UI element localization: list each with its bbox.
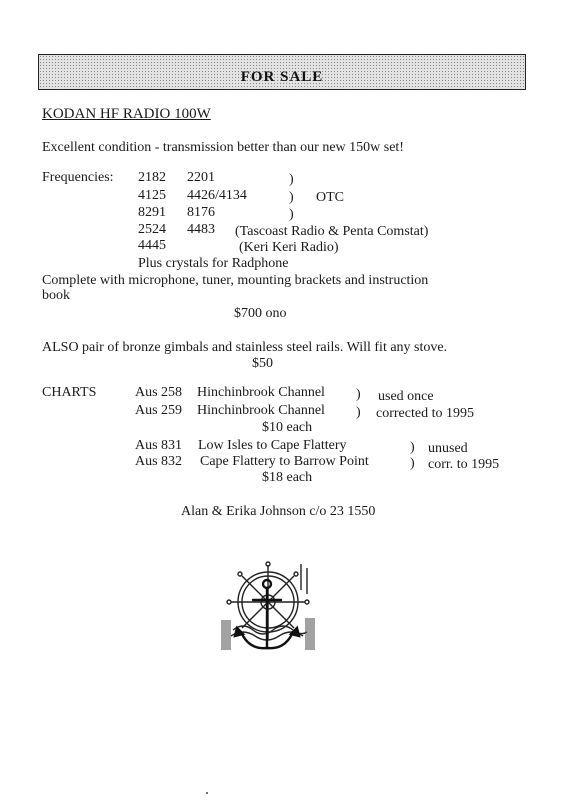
chart-note: used once bbox=[378, 389, 434, 404]
bracket: ) bbox=[410, 440, 415, 455]
banner-title: FOR SALE bbox=[240, 69, 324, 85]
frequency-note: OTC bbox=[316, 190, 344, 205]
frequency-cell: 2201 bbox=[187, 170, 215, 185]
charts-group-2-price: $18 each bbox=[262, 470, 313, 485]
frequency-cell: 2524 bbox=[138, 222, 166, 237]
charts-group-1-price: $10 each bbox=[262, 420, 313, 435]
complete-text-line2: book bbox=[42, 288, 70, 303]
frequency-note: (Keri Keri Radio) bbox=[239, 240, 339, 255]
bracket: ) bbox=[356, 405, 361, 420]
frequency-cell: 2182 bbox=[138, 170, 166, 185]
bracket: ) bbox=[289, 190, 294, 205]
chart-code: Aus 832 bbox=[135, 454, 183, 469]
bracket: ) bbox=[289, 172, 294, 187]
chart-name: Hinchinbrook Channel bbox=[197, 385, 325, 400]
chart-note: unused bbox=[428, 441, 468, 456]
bracket: ) bbox=[410, 456, 415, 471]
chart-name: Low Isles to Cape Flattery bbox=[198, 438, 347, 453]
charts-label: CHARTS bbox=[42, 385, 97, 400]
frequency-note: (Tascoast Radio & Penta Comstat) bbox=[235, 224, 429, 239]
also-price: $50 bbox=[252, 356, 273, 371]
speck bbox=[206, 792, 208, 794]
frequencies-label: Frequencies: bbox=[42, 170, 114, 185]
contact-text: Alan & Erika Johnson c/o 23 1550 bbox=[181, 504, 376, 519]
chart-note: corr. to 1995 bbox=[428, 457, 500, 472]
bracket: ) bbox=[289, 207, 294, 222]
chart-code: Aus 259 bbox=[135, 403, 183, 418]
frequency-cell: 4483 bbox=[187, 222, 215, 237]
chart-code: Aus 831 bbox=[135, 438, 183, 453]
also-text: ALSO pair of bronze gimbals and stainless steel rails. Will fit any stove. bbox=[42, 340, 448, 355]
frequency-cell: 4426/4134 bbox=[187, 188, 247, 203]
bracket: ) bbox=[356, 387, 361, 402]
complete-text-line1: Complete with microphone, tuner, mounting brackets and instruction bbox=[42, 273, 429, 288]
chart-code: Aus 258 bbox=[135, 385, 183, 400]
crystals-text: Plus crystals for Radphone bbox=[138, 256, 289, 271]
chart-name: Cape Flattery to Barrow Point bbox=[200, 454, 369, 469]
radio-price: $700 ono bbox=[234, 306, 287, 321]
chart-name: Hinchinbrook Channel bbox=[197, 403, 325, 418]
ships-wheel-anchor-icon bbox=[213, 560, 323, 660]
frequency-cell: 4445 bbox=[138, 238, 166, 253]
frequency-cell: 8176 bbox=[187, 205, 215, 220]
for-sale-banner bbox=[38, 54, 526, 90]
frequency-cell: 8291 bbox=[138, 205, 166, 220]
condition-text: Excellent condition - transmission better than our new 150w set! bbox=[42, 140, 404, 155]
chart-note: corrected to 1995 bbox=[376, 406, 474, 421]
frequency-cell: 4125 bbox=[138, 188, 166, 203]
product-title: KODAN HF RADIO 100W bbox=[42, 106, 211, 122]
